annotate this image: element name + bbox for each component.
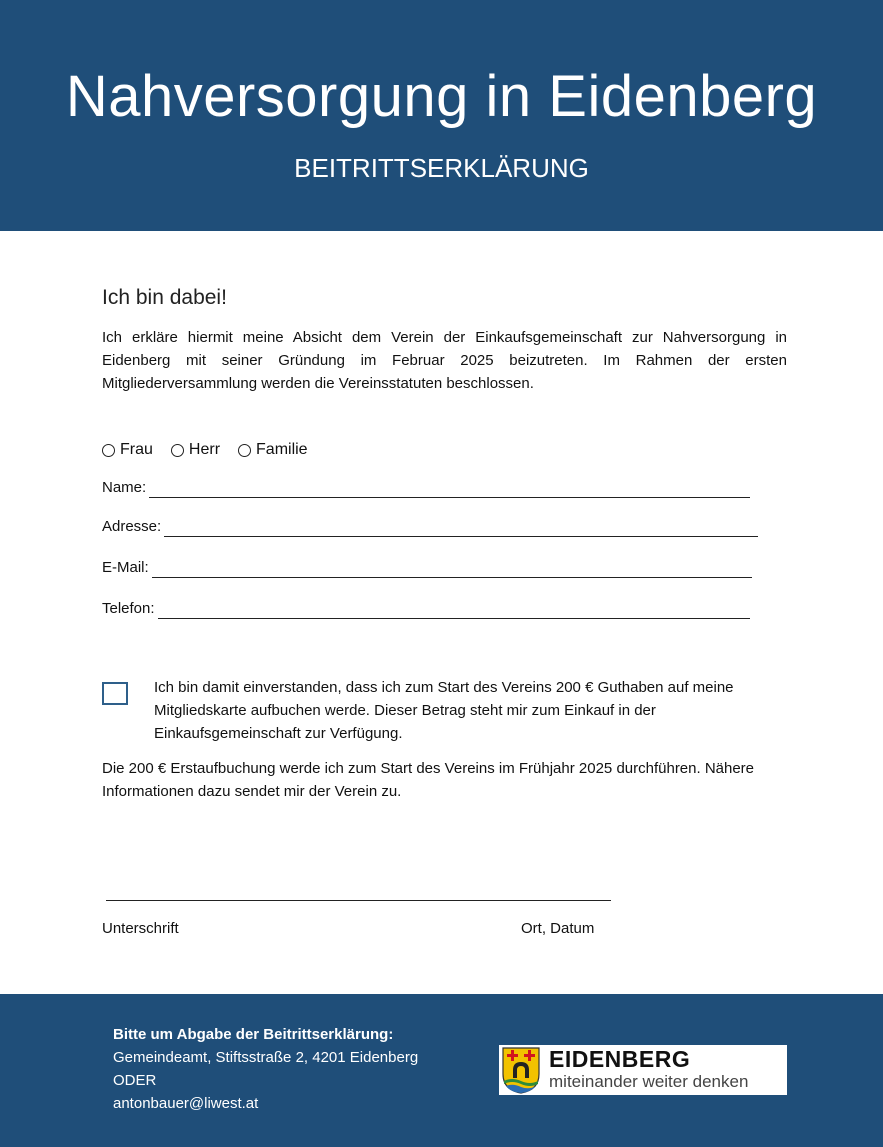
- name-label: Name:: [102, 479, 147, 496]
- page-title: Nahversorgung in Eidenberg: [65, 64, 818, 129]
- address-field: [102, 517, 758, 537]
- phone-field: [102, 599, 750, 619]
- or-label: ODER: [113, 1072, 157, 1089]
- municipal-crest-icon: [501, 1046, 541, 1094]
- email-label: E-Mail:: [102, 559, 149, 576]
- contact-email: antonbauer@liwest.at: [113, 1095, 259, 1112]
- address-label: Adresse:: [102, 518, 162, 535]
- salutation-label: Frau: [120, 441, 153, 458]
- signature-line[interactable]: [106, 900, 611, 901]
- name-input-line[interactable]: [149, 482, 750, 498]
- place-date-label: Ort, Datum: [521, 920, 595, 937]
- name-field: [102, 478, 750, 498]
- salutation-group: [102, 439, 308, 461]
- phone-input-line[interactable]: [158, 603, 750, 619]
- submission-info: [113, 1023, 418, 1115]
- header-banner: [0, 0, 883, 231]
- salutation-label: Familie: [256, 441, 308, 458]
- salutation-label: Herr: [188, 441, 221, 458]
- salutation-option-herr[interactable]: [171, 439, 220, 461]
- address-input-line[interactable]: [164, 521, 758, 537]
- radio-circle-icon[interactable]: [171, 444, 184, 457]
- email-input-line[interactable]: [152, 562, 752, 578]
- footer: [0, 994, 883, 1147]
- logo-tagline: miteinander weiter denken: [549, 1072, 749, 1091]
- municipal-address: Gemeindeamt, Stiftsstraße 2, 4201 Eidenberg: [113, 1049, 419, 1066]
- radio-circle-icon[interactable]: [238, 444, 251, 457]
- consent-text: Ich bin damit einverstanden, dass ich zum Start des Vereins 200 € Guthaben auf meine Mitgliedskarte aufbuchen werde. Dieser Betrag steht mir zum Einkauf in der Einkaufsgemeinschaft zur Verfügung.: [154, 679, 734, 742]
- page-subtitle: BEITRITTSERKLÄRUNG: [294, 153, 589, 183]
- email-field: [102, 558, 752, 578]
- salutation-option-frau[interactable]: [102, 439, 153, 461]
- signature-label: Unterschrift: [102, 920, 179, 937]
- eidenberg-logo: [499, 1045, 787, 1095]
- consent-checkbox[interactable]: [102, 682, 128, 705]
- submission-heading: Bitte um Abgabe der Beitrittserklärung:: [113, 1026, 394, 1043]
- radio-circle-icon[interactable]: [102, 444, 115, 457]
- logo-name: EIDENBERG: [549, 1046, 691, 1072]
- booking-note: Die 200 € Erstaufbuchung werde ich zum Start des Vereins im Frühjahr 2025 durchführen. Nähere Informationen dazu sendet mir der Verein zu.: [102, 760, 755, 800]
- intro-heading: Ich bin dabei!: [102, 286, 227, 309]
- intro-text: Ich erkläre hiermit meine Absicht dem Verein der Einkaufsgemeinschaft zur Nahversorgung in Eidenberg mit seiner Gründung im Februar 2025 beizutreten. Im Rahmen der ersten Mitgliederversammlung werden die Vereinsstatuten beschlossen.: [102, 329, 787, 392]
- salutation-option-familie[interactable]: [238, 439, 308, 461]
- phone-label: Telefon:: [102, 600, 155, 617]
